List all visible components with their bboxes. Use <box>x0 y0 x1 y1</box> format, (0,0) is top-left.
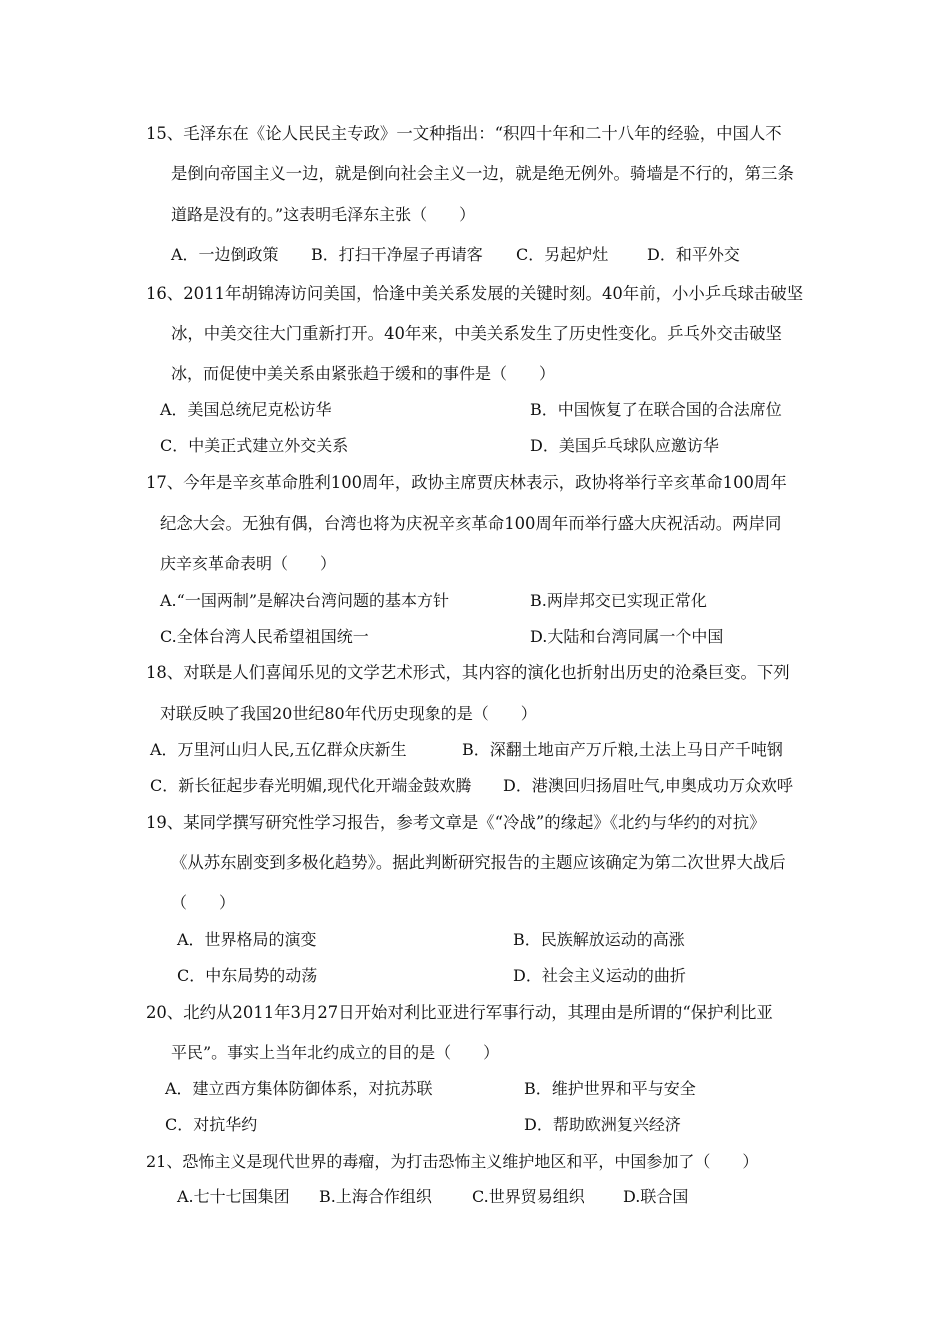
option-row <box>0 626 950 648</box>
option-d[interactable]: D．港澳回归扬眉吐气,申奥成功万众欢呼 <box>503 776 793 795</box>
option-row <box>0 965 950 987</box>
option-b[interactable]: B.上海合作组织 <box>319 1187 432 1206</box>
option-c[interactable]: C．新长征起步春光明媚,现代化开端金鼓欢腾 <box>150 776 472 795</box>
option-a[interactable]: A．一边倒政策 <box>171 245 279 264</box>
question-stem-line: 17、今年是辛亥革命胜利100周年，政协主席贾庆林表示，政协将举行辛亥革命100周年 <box>146 473 787 492</box>
option-d[interactable]: D．帮助欧洲复兴经济 <box>524 1115 681 1134</box>
option-row <box>0 1114 950 1136</box>
option-row <box>0 1078 950 1100</box>
option-d[interactable]: D．和平外交 <box>647 245 740 264</box>
option-row <box>0 739 950 761</box>
option-b[interactable]: B．打扫干净屋子再请客 <box>311 245 483 264</box>
option-row <box>0 929 950 951</box>
option-a[interactable]: A.七十七国集团 <box>177 1187 290 1206</box>
option-a[interactable]: A．世界格局的演变 <box>177 930 317 949</box>
question-stem-line: 16、2011年胡锦涛访问美国，恰逢中美关系发展的关键时刻。40年前，小小乒乓球击破坚 <box>146 284 804 303</box>
option-row <box>0 775 950 797</box>
option-a[interactable]: A．美国总统尼克松访华 <box>160 400 332 419</box>
question-stem-line: 对联反映了我国20世纪80年代历史现象的是（ ） <box>160 704 537 723</box>
option-c[interactable]: C．中美正式建立外交关系 <box>160 436 349 455</box>
option-b[interactable]: B．中国恢复了在联合国的合法席位 <box>530 400 782 419</box>
option-b[interactable]: B．民族解放运动的高涨 <box>513 930 685 949</box>
option-d[interactable]: D．美国乒乓球队应邀访华 <box>530 436 719 455</box>
option-b[interactable]: B．深翻土地亩产万斤粮,土法上马日产千吨钢 <box>462 740 783 759</box>
question-stem-line: （ ） <box>171 893 236 912</box>
question-stem-line: 平民”。事实上当年北约成立的目的是（ ） <box>171 1043 500 1062</box>
question-stem-line: 纪念大会。无独有偶，台湾也将为庆祝辛亥革命100周年而举行盛大庆祝活动。两岸同 <box>160 514 782 533</box>
question-stem-line: 《从苏东剧变到多极化趋势》。据此判断研究报告的主题应该确定为第二次世界大战后 <box>171 853 786 872</box>
option-d[interactable]: D.大陆和台湾同属一个中国 <box>530 627 724 646</box>
option-c[interactable]: C．中东局势的动荡 <box>177 966 318 985</box>
option-d[interactable]: D．社会主义运动的曲折 <box>513 966 686 985</box>
option-b[interactable]: B．维护世界和平与安全 <box>524 1079 696 1098</box>
question-stem-line: 是倒向帝国主义一边，就是倒向社会主义一边，就是绝无例外。骑墙是不行的，第三条 <box>171 164 794 183</box>
option-row <box>0 590 950 612</box>
option-a[interactable]: A.“一国两制”是解决台湾问题的基本方针 <box>160 591 450 610</box>
option-row <box>0 1186 950 1208</box>
question-stem-line: 冰，而促使中美关系由紧张趋于缓和的事件是（ ） <box>171 364 556 383</box>
question-stem-line: 19、某同学撰写研究性学习报告，参考文章是《“冷战”的缘起》《北约与华约的对抗》 <box>146 813 766 832</box>
option-row <box>0 435 950 457</box>
option-b[interactable]: B.两岸邦交已实现正常化 <box>530 591 707 610</box>
option-a[interactable]: A．建立西方集体防御体系，对抗苏联 <box>165 1079 433 1098</box>
option-c[interactable]: C．对抗华约 <box>165 1115 258 1134</box>
option-row <box>0 244 950 266</box>
question-stem-line: 18、对联是人们喜闻乐见的文学艺术形式，其内容的演化也折射出历史的沧桑巨变。下列 <box>146 663 790 682</box>
question-stem-line: 21、恐怖主义是现代世界的毒瘤，为打击恐怖主义维护地区和平，中国参加了（ ） <box>146 1152 759 1171</box>
option-a[interactable]: A．万里河山归人民,五亿群众庆新生 <box>150 740 407 759</box>
option-c[interactable]: C.全体台湾人民希望祖国统一 <box>160 627 369 646</box>
option-c[interactable]: C.世界贸易组织 <box>472 1187 585 1206</box>
question-stem-line: 庆辛亥革命表明（ ） <box>160 554 337 573</box>
question-stem-line: 道路是没有的。”这表明毛泽东主张（ ） <box>171 205 476 224</box>
question-stem-line: 20、北约从2011年3月27日开始对利比亚进行军事行动，其理由是所谓的“保护利比亚 <box>146 1003 773 1022</box>
option-c[interactable]: C．另起炉灶 <box>516 245 609 264</box>
question-stem-line: 冰，中美交往大门重新打开。40年来，中美关系发生了历史性变化。乒乓外交击破坚 <box>171 324 782 343</box>
option-d[interactable]: D.联合国 <box>623 1187 689 1206</box>
question-stem-line: 15、毛泽东在《论人民民主专政》一文种指出：“积四十年和二十八年的经验，中国人不 <box>146 124 782 143</box>
option-row <box>0 399 950 421</box>
